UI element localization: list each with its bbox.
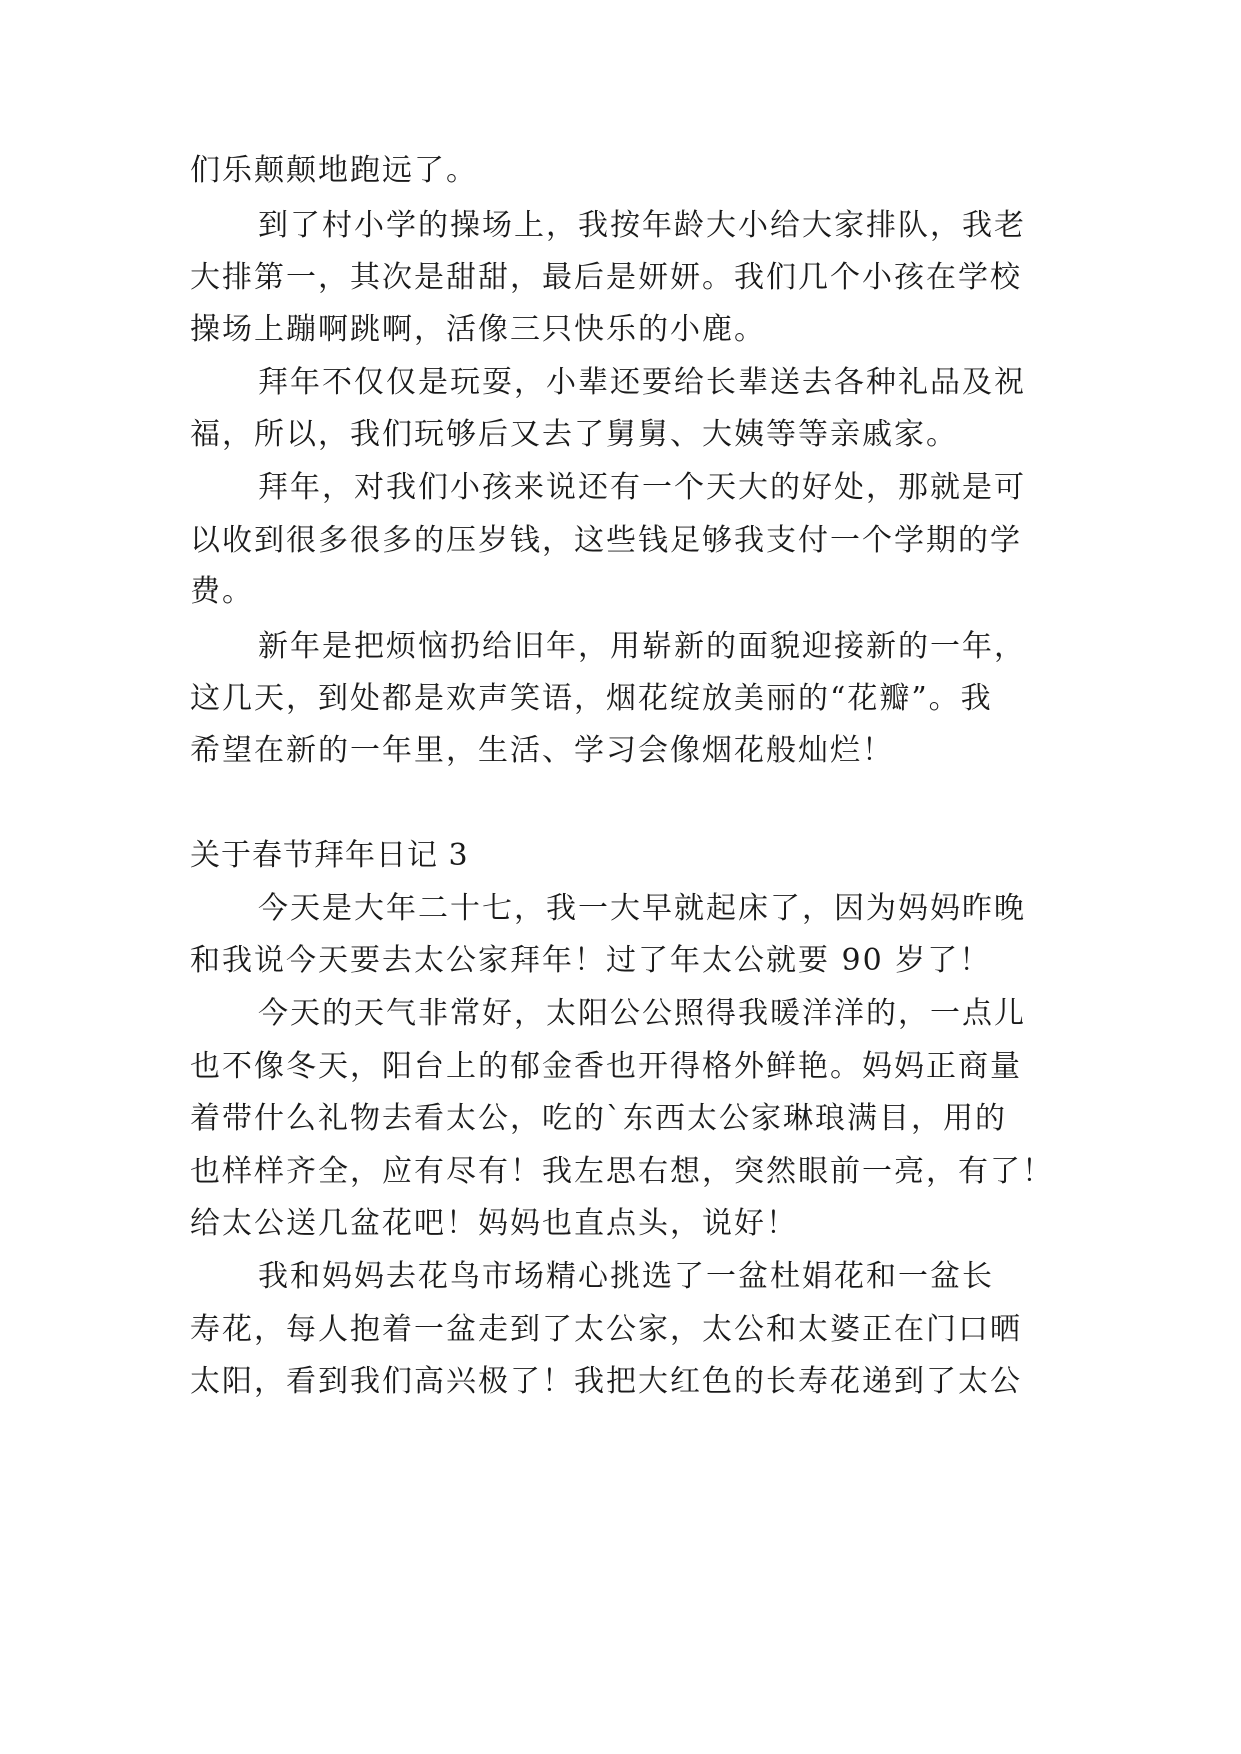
text-line: 们乐颠颠地跑远了。 xyxy=(190,153,478,188)
paragraph-start-line: 到了村小学的操场上，我按年龄大小给大家排队，我老 xyxy=(258,208,1026,243)
text-line: 太阳，看到我们高兴极了！我把大红色的长寿花递到了太公 xyxy=(190,1364,1022,1399)
text-line: 这几天，到处都是欢声笑语，烟花绽放美丽的“花瓣”。我 xyxy=(190,681,993,716)
text-line: 福，所以，我们玩够后又去了舅舅、大姨等等亲戚家。 xyxy=(190,417,958,452)
paragraph-start-line: 新年是把烦恼扔给旧年，用崭新的面貌迎接新的一年， xyxy=(258,629,1026,664)
text-line: 以收到很多很多的压岁钱，这些钱足够我支付一个学期的学 xyxy=(190,523,1022,558)
section-title: 关于春节拜年日记 3 xyxy=(190,838,469,873)
text-line: 和我说今天要去太公家拜年！过了年太公就要 90 岁了！ xyxy=(190,943,992,978)
paragraph-start-line: 拜年，对我们小孩来说还有一个天大的好处，那就是可 xyxy=(258,470,1026,505)
text-line: 也样样齐全，应有尽有！我左思右想，突然眼前一亮，有了！ xyxy=(190,1154,1054,1189)
text-line: 也不像冬天，阳台上的郁金香也开得格外鲜艳。妈妈正商量 xyxy=(190,1049,1022,1084)
paragraph-start-line: 今天是大年二十七，我一大早就起床了，因为妈妈昨晚 xyxy=(258,891,1026,926)
text-line: 费。 xyxy=(190,574,254,609)
paragraph-start-line: 拜年不仅仅是玩耍，小辈还要给长辈送去各种礼品及祝 xyxy=(258,365,1026,400)
text-line: 大排第一，其次是甜甜，最后是妍妍。我们几个小孩在学校 xyxy=(190,260,1022,295)
text-line: 着带什么礼物去看太公，吃的`东西太公家琳琅满目，用的 xyxy=(190,1101,1007,1136)
text-line: 希望在新的一年里，生活、学习会像烟花般灿烂！ xyxy=(190,733,894,768)
text-line: 给太公送几盆花吧！妈妈也直点头，说好！ xyxy=(190,1206,798,1241)
paragraph-start-line: 今天的天气非常好，太阳公公照得我暖洋洋的，一点儿 xyxy=(258,996,1026,1031)
text-line: 操场上蹦啊跳啊，活像三只快乐的小鹿。 xyxy=(190,312,766,347)
paragraph-start-line: 我和妈妈去花鸟市场精心挑选了一盆杜娟花和一盆长 xyxy=(258,1259,994,1294)
text-line: 寿花，每人抱着一盆走到了太公家，太公和太婆正在门口晒 xyxy=(190,1312,1022,1347)
